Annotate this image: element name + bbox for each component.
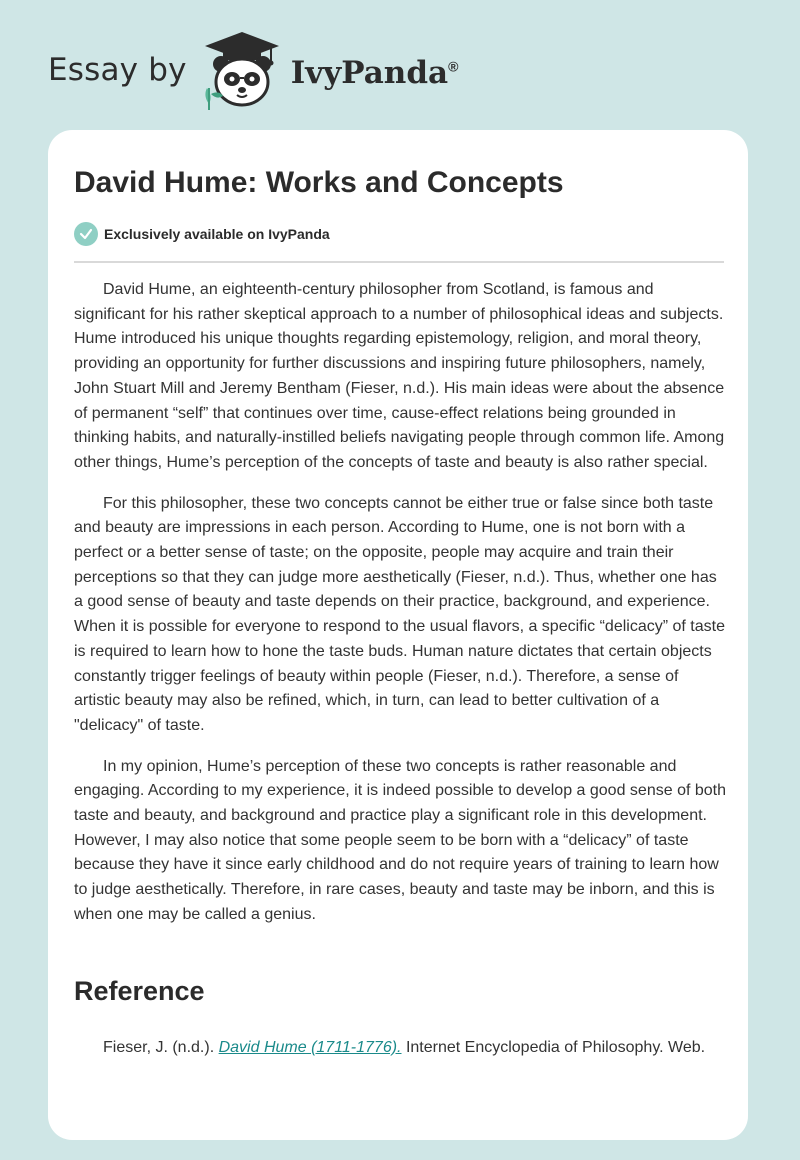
paragraph: David Hume, an eighteenth-century philosopher from Scotland, is famous and significant for his rather skeptical approach to a number of philosophical ideas and subjects. Hume introduced his unique thoughts regarding epistemology, religion, and moral theory, providing an opportunity for further discussions and inspiring future philosophers, namely, John Stuart Mill and Jeremy Bentham (Fieser, n.d.). His main ideas were about the absence of permanent “self” that continues over time, cause-effect relations being grounded in thinking habits, and naturally-instilled beliefs navigating people through common life. Among other things, Hume’s perception of the concepts of taste and beauty is also rather special.	[74, 281, 725, 471]
brand-name[interactable]: IvyPanda®	[290, 55, 459, 91]
essay-card	[48, 130, 748, 1140]
divider	[74, 261, 724, 263]
reference-heading: Reference	[74, 976, 205, 1006]
site-header	[48, 30, 458, 110]
paragraph: In my opinion, Hume’s perception of these two concepts is rather reasonable and engaging. According to my experience, it is indeed possible to develop a good sense of both taste and beauty, and background and practice play a significant role in this development. However, I may also notice that some people seem to be born with a “delicacy” of taste because they have it since early childhood and do not require years of training to learn how to judge aesthetically. Therefore, in rare cases, beauty and taste may be inborn, and this is when one may be called a genius.	[74, 757, 726, 923]
essay-body	[74, 278, 726, 944]
reference-source: Internet Encyclopedia of Philosophy. Web.	[401, 1039, 706, 1056]
check-circle-icon	[74, 222, 98, 246]
exclusive-badge-label: Exclusively available on IvyPanda	[104, 226, 330, 242]
exclusive-badge	[74, 222, 330, 246]
panda-logo-icon[interactable]	[201, 30, 283, 110]
paragraph: For this philosopher, these two concepts cannot be either true or false since both taste and beauty are impressions in each person. According to Hume, one is not born with a perfect or a better sense of taste; on the opposite, people may acquire and train their perceptions so that they can judge more aesthetically (Fieser, n.d.). Thus, whether one has a good sense of beauty and taste depends on their practice, background, and experience. When it is possible for everyone to respond to the usual flavors, a specific “delicacy” of taste is required to learn how to hone the taste buds. Human nature dictates that certain objects constantly trigger feelings of beauty within people (Fieser, n.d.). Therefore, a sense of artistic beauty may also be refined, which, in turn, can lead to better cultivation of a "delicacy" of taste.	[74, 494, 725, 734]
page-title: David Hume: Works and Concepts	[74, 166, 564, 199]
essay-by-label: Essay by	[48, 52, 187, 88]
reference-entry	[74, 1036, 714, 1061]
reference-link[interactable]: David Hume (1711-1776).	[218, 1039, 402, 1056]
reference-author: Fieser, J. (n.d.).	[103, 1039, 219, 1056]
